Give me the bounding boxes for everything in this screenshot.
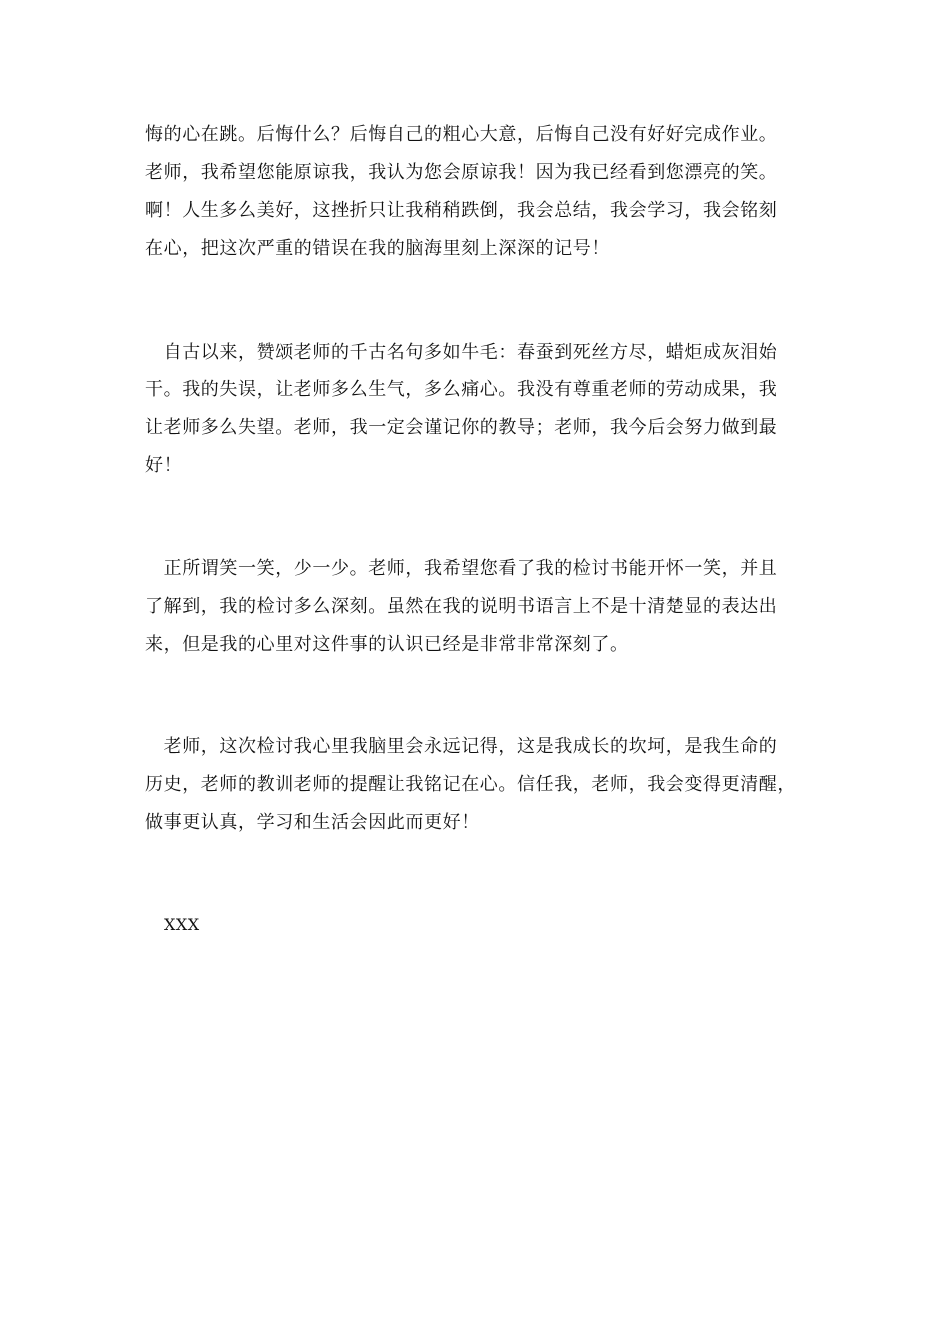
paragraph-4-line-3: 做事更认真，学习和生活会因此而更好！ (145, 812, 480, 833)
paragraph-2-line-1: 自古以来，赞颂老师的千古名句多如牛毛：春蚕到死丝方尽，蜡炬成灰泪始 (145, 342, 778, 363)
paragraph-1-line-1: 悔的心在跳。后悔什么？后悔自己的粗心大意，后悔自己没有好好完成作业。 (145, 124, 778, 145)
paragraph-4-line-2: 历史，老师的教训老师的提醒让我铭记在心。信任我，老师，我会变得更清醒， (145, 774, 796, 795)
paragraph-2-line-2: 干。我的失误，让老师多么生气，多么痛心。我没有尊重老师的劳动成果，我 (145, 379, 778, 400)
paragraph-1-line-4: 在心，把这次严重的错误在我的脑海里刻上深深的记号！ (145, 238, 610, 259)
paragraph-3-line-3: 来，但是我的心里对这件事的认识已经是非常非常深刻了。 (145, 634, 629, 655)
paragraph-4-line-1: 老师，这次检讨我心里我脑里会永远记得，这是我成长的坎坷，是我生命的 (145, 736, 778, 757)
paragraph-1-line-2: 老师，我希望您能原谅我，我认为您会原谅我！因为我已经看到您漂亮的笑。 (145, 162, 778, 183)
paragraph-3-line-1: 正所谓笑一笑，少一少。老师，我希望您看了我的检讨书能开怀一笑，并且 (145, 558, 778, 579)
paragraph-1-line-3: 啊！人生多么美好，这挫折只让我稍稍跌倒，我会总结，我会学习，我会铭刻 (145, 200, 778, 221)
signature: XXX (164, 915, 200, 934)
paragraph-2-line-3: 让老师多么失望。老师，我一定会谨记你的教导；老师，我今后会努力做到最 (145, 417, 778, 438)
paragraph-3-line-2: 了解到，我的检讨多么深刻。虽然在我的说明书语言上不是十清楚显的表达出 (145, 596, 778, 617)
paragraph-2-line-4: 好！ (145, 455, 183, 476)
